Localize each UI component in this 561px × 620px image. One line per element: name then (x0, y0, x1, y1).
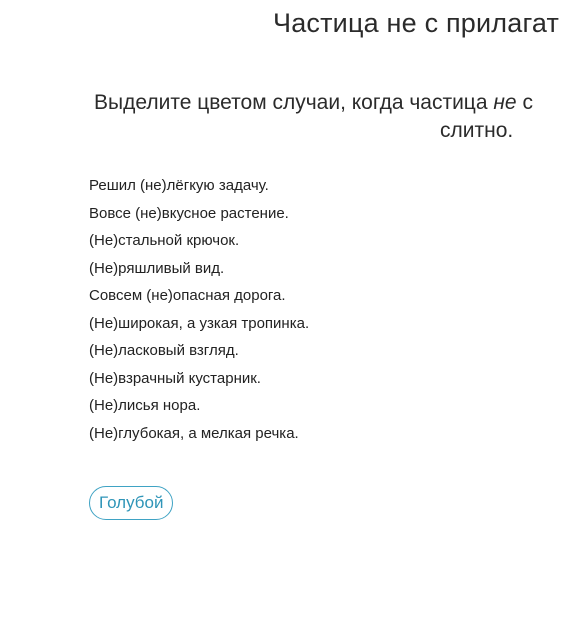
sentence-item[interactable]: (Не)взрачный кустарник. (89, 369, 261, 387)
sentence-item[interactable]: (Не)ласковый взгляд. (89, 342, 239, 359)
sentence-item[interactable]: (Не)широкая, а узкая тропинка. (89, 314, 310, 332)
sentence-item[interactable]: Решил (не)лёгкую задачу. (89, 177, 269, 194)
sentence-item[interactable]: Совсем (не)опасная дорога. (89, 287, 286, 304)
instruction-suffix: с (516, 91, 533, 114)
page-title: Частица не с прилагат (273, 8, 560, 38)
instruction-emphasis: не (493, 91, 517, 114)
instruction-text (94, 90, 533, 116)
blue-color-button[interactable]: Голубой (89, 486, 173, 520)
sentence-item[interactable]: (Не)ряшливый вид. (89, 259, 225, 277)
instruction-text-line2: слитно. (440, 119, 514, 142)
sentence-item[interactable]: (Не)стальной крючок. (89, 232, 240, 249)
sentence-list (89, 172, 309, 447)
instruction-prefix: Выделите цветом случаи, когда частица (94, 91, 494, 114)
sentence-item[interactable]: Вовсе (не)вкусное растение. (89, 204, 289, 222)
sentence-item[interactable]: (Не)лисья нора. (89, 397, 201, 414)
sentence-item[interactable]: (Не)глубокая, а мелкая речка. (89, 424, 299, 442)
